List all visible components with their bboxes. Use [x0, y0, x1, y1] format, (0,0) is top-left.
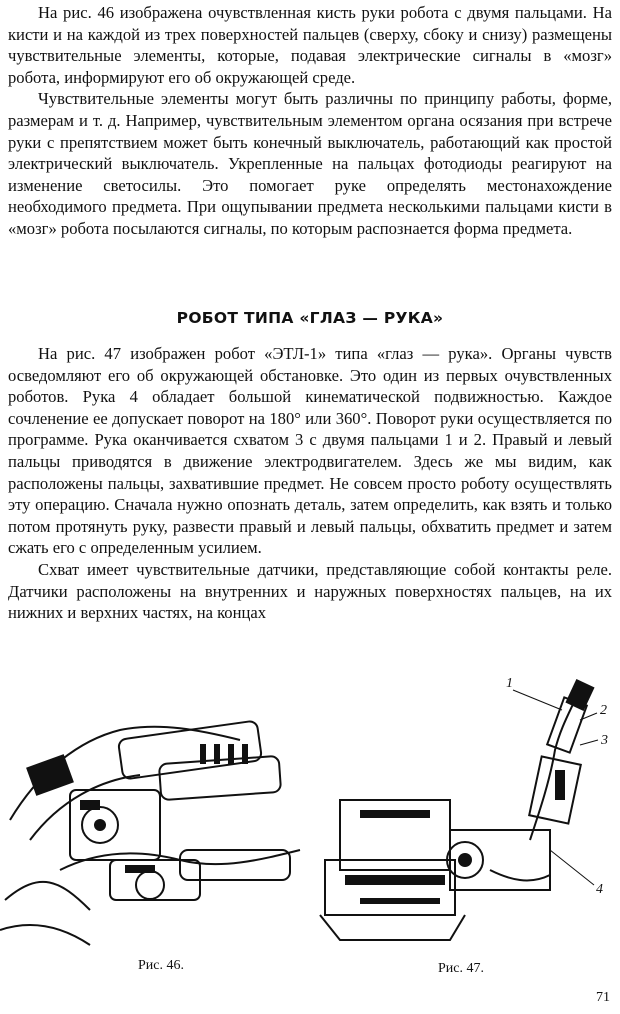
paragraph: На рис. 46 изображена очувствленная кисть руки робота с двумя пальцами. На кисти и на каждой из трех поверхностей пальцев (сверху, сбоку и снизу) размещены чувствительные элементы, которые, подавая электрические сигналы в «мозг» робота, информируют его об окружающей среде.: [8, 3, 612, 87]
text-block-top: [8, 2, 612, 240]
paragraph: На рис. 47 изображен робот «ЭТЛ-1» типа «глаз — рука». Органы чувств осведомляют его об окружающей обстановке. Это один из первых очувствленных роботов. Рука 4 обладает большой кинематической подвижностью. Каждое сочленение ее допускает поворот на 180° или 360°. Поворот руки осуществляется по программе. Рука оканчивается схватом 3 с двумя пальцами 1 и 2. Правый и левый пальцы приводятся в движение электродвигателем. Здесь же мы видим, как расположены пальцы, захватившие предмет. Не совсем просто роботу осуществлять эту операцию. Сначала нужно опознать деталь, затем определить, как взять и только потом протянуть руку, развести правый и левый пальцы, обхватить предмет и затем сжать его с определенным усилием.: [8, 344, 612, 558]
paragraph: Схват имеет чувствительные датчики, представляющие собой контакты реле. Датчики расположены на внутренних и наружных поверхностях пальцев, на их нижних и верхних частях, на концах: [8, 559, 612, 623]
figure-47-callout-2: 2: [600, 703, 607, 718]
figure-47-caption: Рис. 47.: [438, 961, 484, 976]
paragraph: Чувствительные элементы могут быть различны по принципу работы, форме, размерам и т. д. Например, чувствительным элементом органа осязания при встрече руки с препятствием может быть конечный выключатель, работающий как простой электрический выключатель. Укрепленные на пальцах фотодиоды реагируют на изменение светосилы. Это помогает руке определять местонахождение необходимого предмета. При ощупывании предмета несколькими пальцами кисти в «мозг» робота посылаются сигналы, по которым распознается форма предмета.: [8, 89, 612, 238]
figure-47-eye-hand-robot: [300, 670, 620, 950]
figure-47-callout-3: 3: [601, 733, 608, 748]
figure-47-callout-4: 4: [596, 882, 603, 897]
figure-47-callout-1: 1: [506, 676, 513, 691]
figure-46-caption: Рис. 46.: [138, 958, 184, 973]
text-block-bottom: [8, 343, 612, 624]
page-number: 71: [596, 990, 610, 1005]
section-heading: РОБОТ ТИПА «ГЛАЗ — РУКА»: [176, 309, 444, 327]
figure-46-robot-hand: [0, 700, 320, 950]
